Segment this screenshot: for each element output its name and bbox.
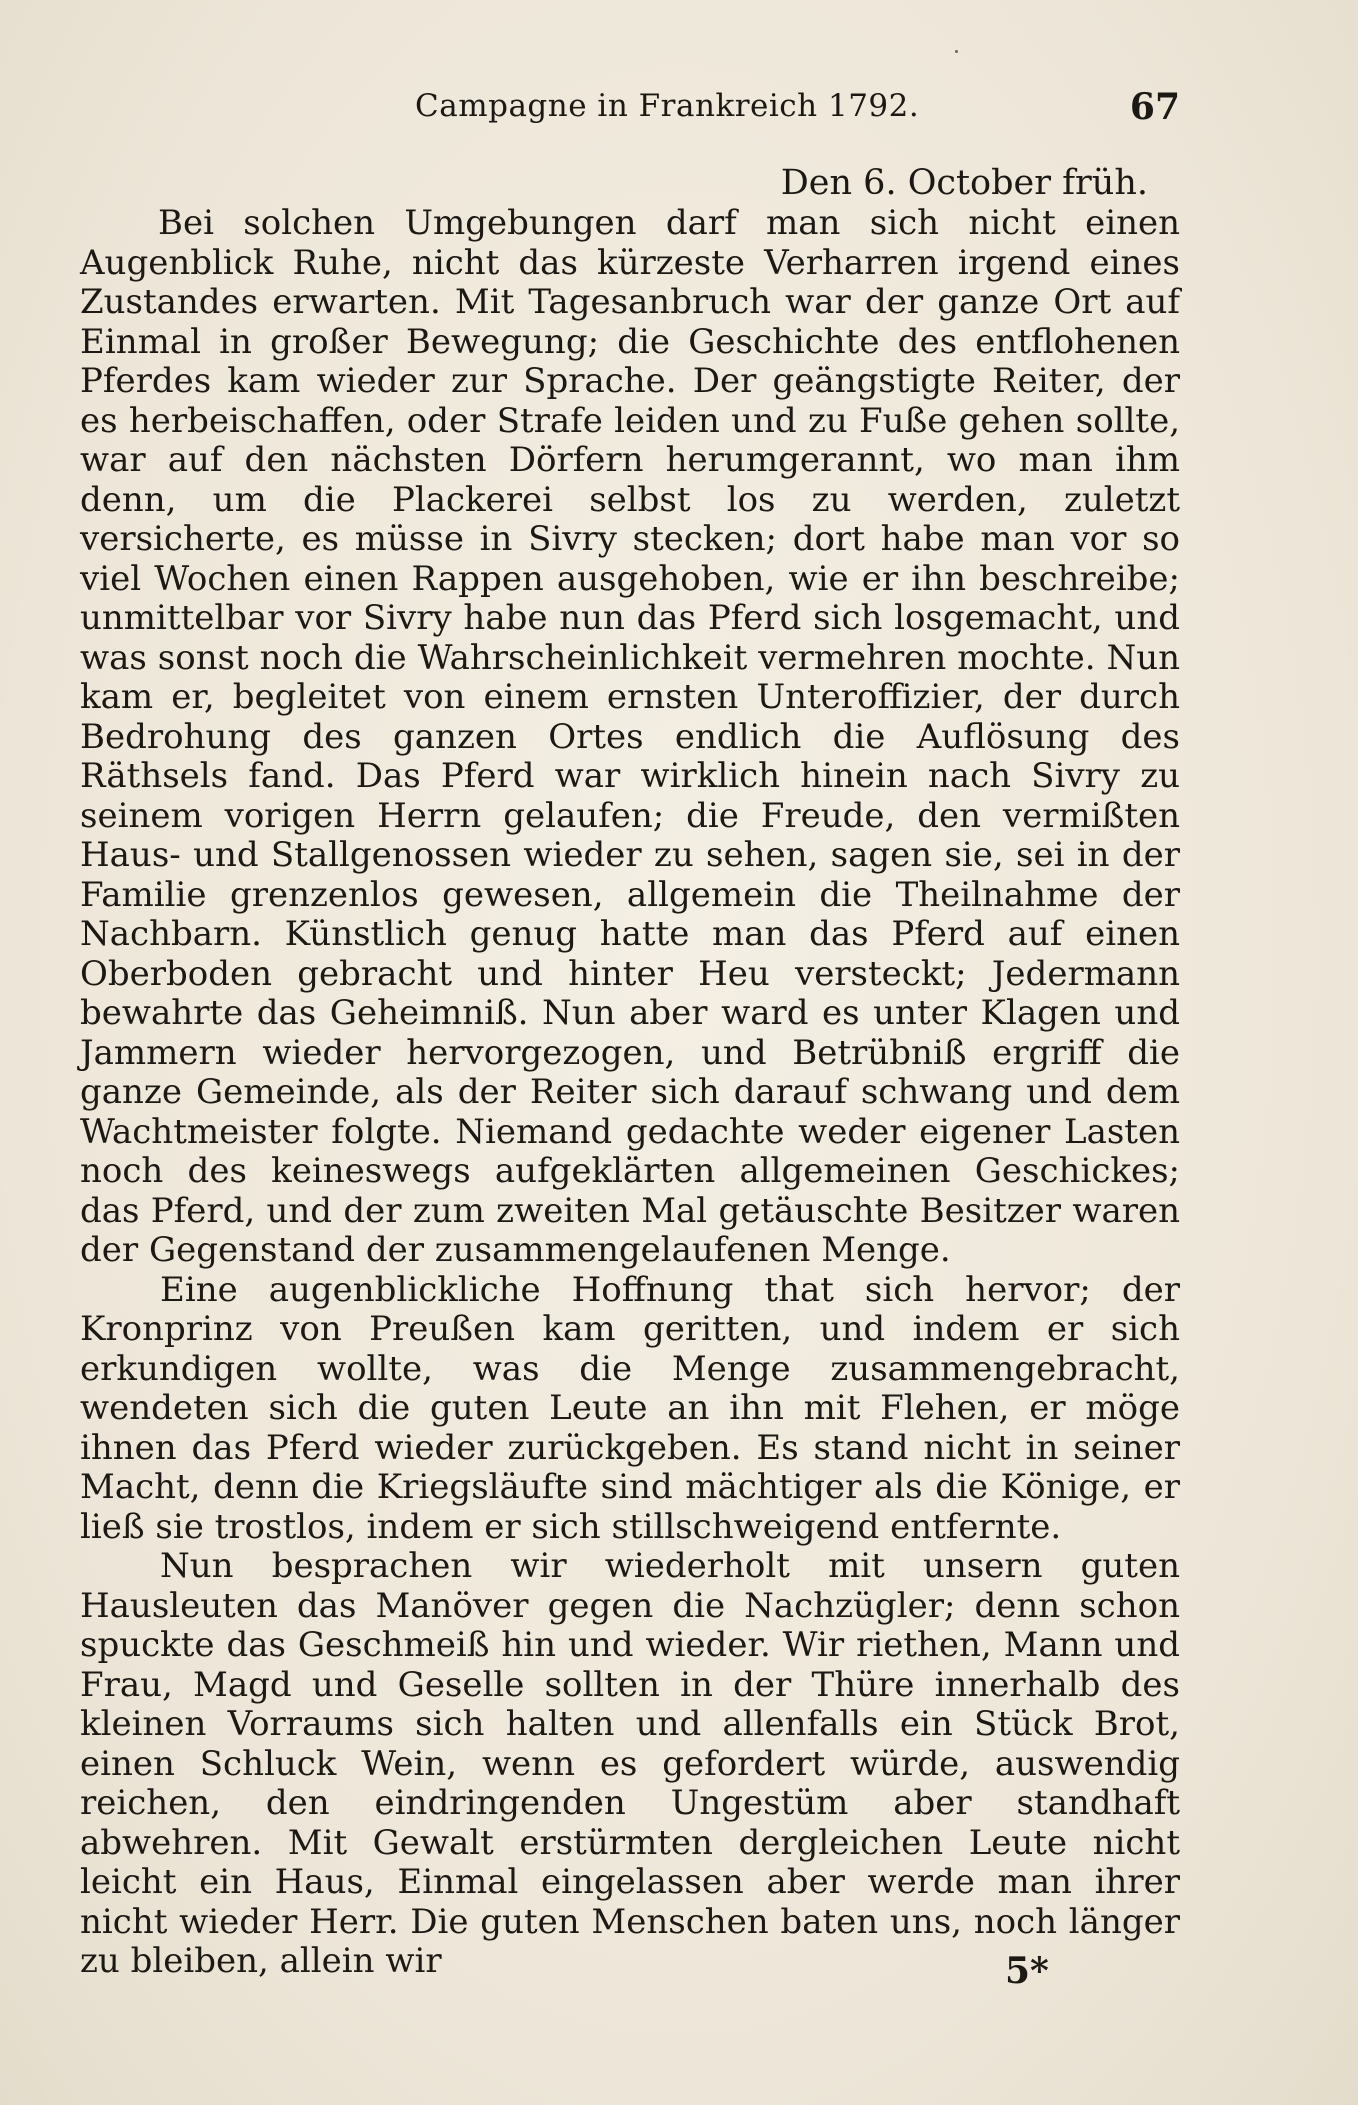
running-head: Campagne in Frankreich 1792.: [415, 88, 920, 124]
paragraph: Bei solchen Umgebungen darf man sich nicht einen Augenblick Ruhe, nicht das kürzeste Verharren irgend eines Zustandes erwarten. Mit Tagesanbruch war der ganze Ort auf Einmal in großer Bewegung; die Geschichte des entflohenen Pferdes kam wieder zur Sprache. Der geängstigte Reiter, der es herbeischaffen, oder Strafe leiden und zu Fuße gehen sollte, war auf den nächsten Dörfern herumgerannt, wo man ihm denn, um die Plackerei selbst los zu werden, zuletzt versicherte, es müsse in Sivry stecken; dort habe man vor so viel Wochen einen Rappen ausgehoben, wie er ihn beschreibe; unmittelbar vor Sivry habe nun das Pferd sich losgemacht, und was sonst noch die Wahrscheinlichkeit vermehren mochte. Nun kam er, begleitet von einem ernsten Unteroffizier, der durch Bedrohung des ganzen Ortes endlich die Auflösung des Räthsels fand. Das Pferd war wirklich hinein nach Sivry zu seinem vorigen Herrn gelaufen; die Freude, den vermißten Haus- und Stallgenossen wieder zu sehen, sagen sie, sei in der Familie grenzenlos gewesen, allgemein die Theilnahme der Nachbarn. Künstlich genug hatte man das Pferd auf einen Oberboden gebracht und hinter Heu versteckt; Jedermann bewahrte das Geheimniß. Nun aber ward es unter Klagen und Jammern wieder hervorgezogen, und Betrübniß ergriff die ganze Gemeinde, als der Reiter sich darauf schwang und dem Wachtmeister folgte. Niemand gedachte weder eigener Lasten noch des keineswegs aufgeklärten allgemeinen Geschickes; das Pferd, und der zum zweiten Mal getäuschte Besitzer waren der Gegenstand der zusammengelaufenen Menge.: [80, 203, 1180, 1270]
paper-speck: [955, 50, 958, 53]
dateline: Den 6. October früh.: [780, 163, 1148, 203]
paragraph: Nun besprachen wir wiederholt mit unsern guten Hausleuten das Manöver gegen die Nachzügler; denn schon spuckte das Geschmeiß hin und wieder. Wir riethen, Mann und Frau, Magd und Geselle sollten in der Thüre innerhalb des kleinen Vorraums sich halten und allenfalls ein Stück Brot, einen Schluck Wein, wenn es gefordert würde, auswendig reichen, den eindringenden Ungestüm aber standhaft abwehren. Mit Gewalt erstürmten dergleichen Leute nicht leicht ein Haus, Einmal eingelassen aber werde man ihrer nicht wieder Herr. Die guten Menschen baten uns, noch länger zu bleiben, allein wir: [80, 1546, 1180, 1981]
body-text: [80, 204, 1180, 1982]
signature-mark: 5*: [1005, 1950, 1049, 1992]
paragraph: Eine augenblickliche Hoffnung that sich hervor; der Kronprinz von Preußen kam geritten, und indem er sich erkundigen wollte, was die Menge zusammengebracht, wendeten sich die guten Leute an ihn mit Flehen, er möge ihnen das Pferd wieder zurückgeben. Es stand nicht in seiner Macht, denn die Kriegsläufte sind mächtiger als die Könige, er ließ sie trostlos, indem er sich stillschweigend entfernte.: [80, 1269, 1180, 1547]
page-header: [80, 88, 1180, 138]
page-number: 67: [1129, 86, 1180, 128]
